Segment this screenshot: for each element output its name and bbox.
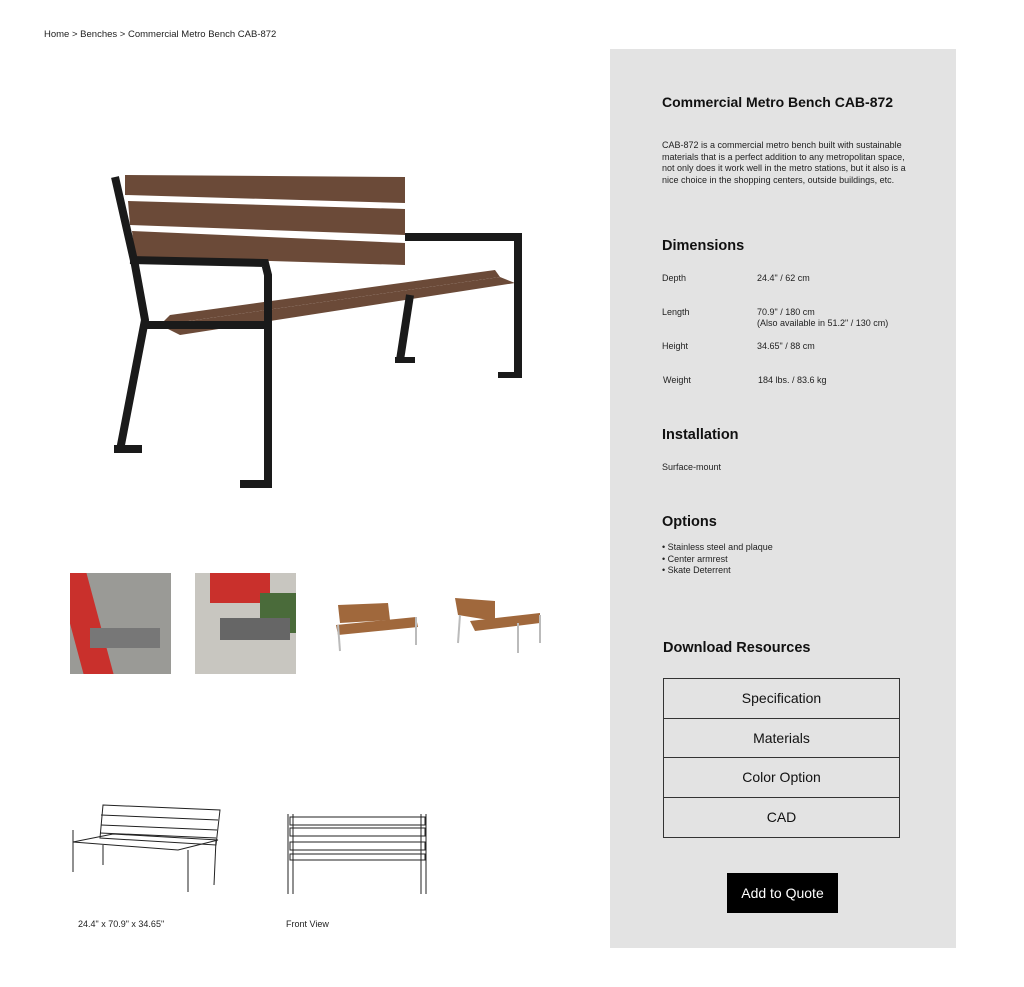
bench-line-drawing-front: [285, 812, 430, 896]
thumbnail-3[interactable]: [328, 595, 420, 655]
add-to-quote-button[interactable]: Add to Quote: [727, 873, 838, 913]
dim-note-length: (Also available in 51.2" / 130 cm): [757, 318, 889, 328]
download-materials-button[interactable]: Materials: [664, 719, 899, 759]
installation-value: Surface-mount: [662, 462, 722, 472]
caption-front-view: Front View: [286, 919, 329, 929]
options-list: [662, 542, 773, 577]
dim-label-height: Height: [662, 341, 689, 351]
thumbnail-2[interactable]: [195, 573, 296, 674]
product-info-panel: [610, 49, 956, 948]
options-heading: Options: [662, 514, 717, 530]
dimensions-heading: Dimensions: [662, 238, 745, 254]
breadcrumb: Home > Benches > Commercial Metro Bench CAB-872: [44, 29, 277, 40]
breadcrumb-benches[interactable]: Benches: [80, 29, 118, 40]
breadcrumb-current: Commercial Metro Bench CAB-872: [127, 29, 277, 40]
bench-line-drawing-iso: [68, 800, 226, 896]
dim-value-length: 70.9" / 180 cm: [757, 307, 815, 317]
thumbnail-1[interactable]: [70, 573, 171, 674]
dim-label-depth: Depth: [662, 273, 687, 283]
installation-heading: Installation: [662, 427, 739, 443]
dim-value-height: 34.65" / 88 cm: [757, 341, 815, 351]
option-item: • Center armrest: [662, 554, 773, 566]
dim-label-weight: Weight: [663, 375, 691, 385]
option-item: • Skate Deterrent: [662, 565, 773, 577]
caption-dimensions: 24.4" x 70.9" x 34.65": [78, 919, 165, 929]
download-cad-button[interactable]: CAD: [766, 809, 797, 826]
breadcrumb-home[interactable]: Home: [44, 29, 70, 40]
product-title: Commercial Metro Bench CAB-872: [662, 94, 894, 110]
download-heading: Download Resources: [663, 640, 811, 656]
option-item: • Stainless steel and plaque: [662, 542, 773, 554]
thumbnail-4[interactable]: [450, 593, 545, 655]
dim-value-depth: 24.4" / 62 cm: [757, 273, 810, 283]
download-color-option-button[interactable]: Color Option: [664, 758, 899, 798]
main-product-image: [100, 165, 530, 495]
download-resources-list: [663, 678, 900, 838]
product-description: CAB-872 is a commercial metro bench built with sustainable materials that is a perfect addition to any metropolitan space, not only does it work well in the metro stations, but it also is a nice choice in the shopping centers, outside buildings, etc.: [662, 140, 906, 185]
dim-label-length: Length: [662, 307, 690, 317]
dim-value-weight: 184 lbs. / 83.6 kg: [758, 375, 827, 385]
download-specification-button[interactable]: Specification: [664, 679, 899, 719]
